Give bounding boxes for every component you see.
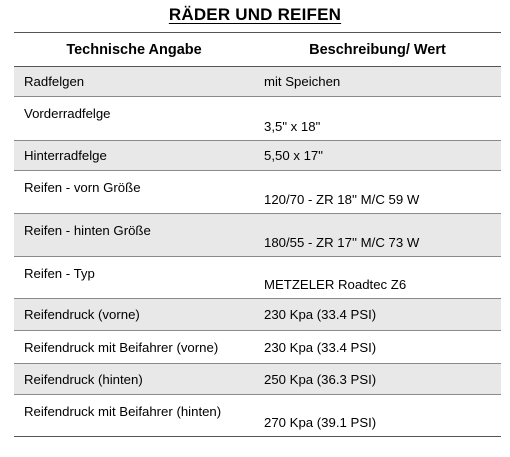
row-value: 3,5" x 18" <box>264 119 321 134</box>
row-label: Reifendruck mit Beifahrer (vorne) <box>24 339 219 355</box>
row-label: Reifen - vorn Größe <box>24 180 141 195</box>
row-value: 230 Kpa (33.4 PSI) <box>264 339 377 355</box>
page-title <box>0 5 510 25</box>
table-row <box>14 97 501 141</box>
table-row <box>14 331 501 364</box>
table-row <box>14 214 501 257</box>
table-row <box>14 395 501 437</box>
row-value: 250 Kpa (36.3 PSI) <box>264 371 377 387</box>
row-value: 5,50 x 17" <box>264 148 323 163</box>
table-row <box>14 171 501 214</box>
row-label: Reifen - Typ <box>24 266 95 281</box>
column-header-spec: Technische Angabe <box>14 33 254 67</box>
table-row <box>14 257 501 299</box>
table-row <box>14 364 501 395</box>
row-label: Reifendruck (hinten) <box>24 371 143 387</box>
row-value: 230 Kpa (33.4 PSI) <box>264 307 377 322</box>
row-label: Reifendruck mit Beifahrer (hinten) <box>24 404 222 419</box>
title-text: RÄDER UND REIFEN <box>168 5 342 24</box>
specs-table <box>14 32 501 437</box>
column-header-value: Beschreibung/ Wert <box>254 33 501 67</box>
row-value: METZELER Roadtec Z6 <box>264 277 407 292</box>
row-value: mit Speichen <box>264 74 341 89</box>
row-label: Reifen - hinten Größe <box>24 223 151 238</box>
row-label: Radfelgen <box>24 74 85 89</box>
row-label: Reifendruck (vorne) <box>24 307 140 322</box>
row-label: Vorderradfelge <box>24 106 111 121</box>
row-label: Hinterradfelge <box>24 148 107 163</box>
table-row <box>14 141 501 171</box>
table-row <box>14 299 501 331</box>
row-value: 180/55 - ZR 17'' M/C 73 W <box>264 235 420 250</box>
table-header-row <box>14 33 501 67</box>
table-row <box>14 67 501 97</box>
row-value: 120/70 - ZR 18'' M/C 59 W <box>264 192 420 207</box>
row-value: 270 Kpa (39.1 PSI) <box>264 415 377 430</box>
